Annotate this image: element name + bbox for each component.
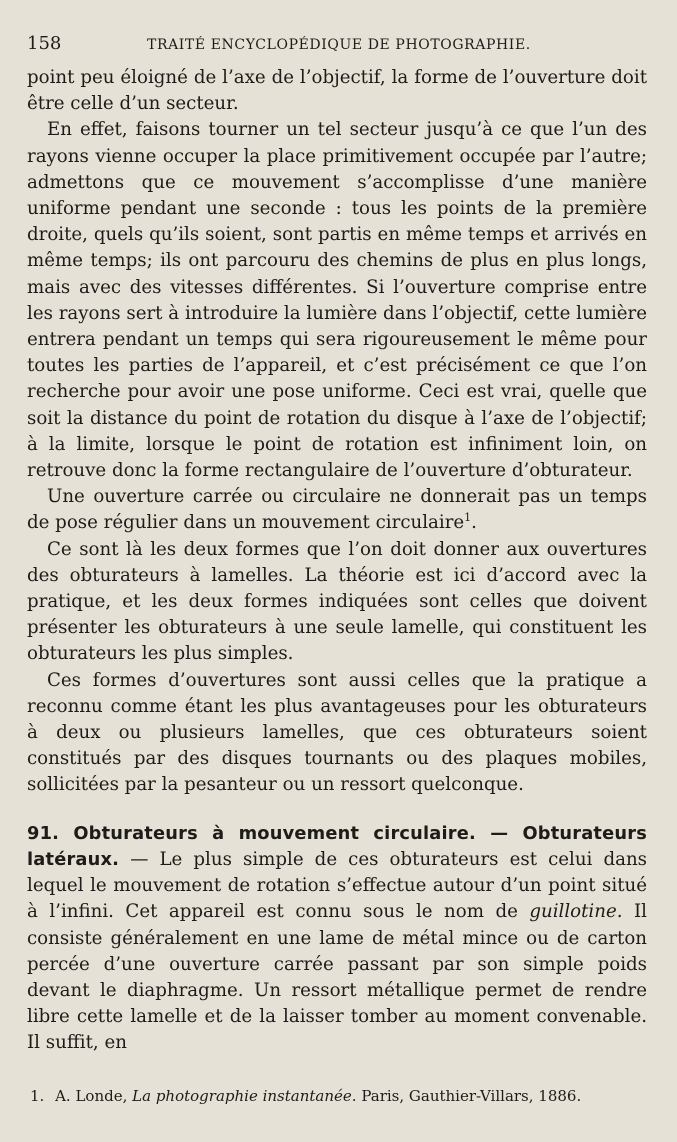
paragraph-two-forms: Ce sont là les deux formes que l’on doit donner aux ouvertures des obturateurs à lamelles. La théorie est ici d’accord avec la pratique, et les deux formes indiquées sont celles que doivent présenter les obturateurs à une seule lamelle, qui constituent les obturateurs les plus simples. bbox=[27, 538, 647, 665]
footnote bbox=[30, 1086, 647, 1106]
section-heading: 91. Obturateurs à mouvement circulaire. — Obturateurs latéraux. bbox=[27, 822, 647, 870]
section-text-start: — Le plus simple de ces obturateurs est celui dans lequel le mouvement de rotation s’effectue autour d’un point situé à l’infini. Cet appareil est connu sous le nom de bbox=[27, 848, 647, 923]
page-number: 158 bbox=[27, 33, 62, 54]
paragraph-opening-forms: Ces formes d’ouvertures sont aussi celles que la pratique a reconnu comme étant les plus avantageuses pour les obturateurs à deux ou plusieurs lamelles, que ces obturateurs soient constitués par des disques tournants ou des plaques mobiles, sollicitées par la pesanteur ou un ressort quelconque. bbox=[27, 669, 647, 796]
paragraph-continuation: point peu éloigné de l’axe de l’objectif, la forme de l’ouverture doit être celle d’un secteur. bbox=[27, 67, 647, 115]
footnote-number: 1. bbox=[30, 1087, 45, 1105]
section-text-end: Il consiste généralement en une lame de métal mince ou de carton percée d’une ouverture carrée passant par son simple poids devant le diaphragme. Un ressort métallique permet de rendre libre cette lamelle et de la laisser tomber au moment convenable. Il suffit, en bbox=[27, 901, 647, 1054]
footnote-publisher: Paris, Gauthier-Villars, 1886. bbox=[361, 1087, 582, 1105]
footnote-author: A. Londe, bbox=[55, 1087, 128, 1105]
paragraph-square-opening: Une ouverture carrée ou circulaire ne donnerait pas un temps de pose régulier dans un mouvement circulaire$^1$. bbox=[27, 486, 647, 534]
running-title: TRAITÉ ENCYCLOPÉDIQUE DE PHOTOGRAPHIE. bbox=[147, 37, 531, 53]
footnote-reference: 1 bbox=[464, 511, 472, 525]
paragraph-sector-rotation: En effet, faisons tourner un tel secteur jusqu’à ce que l’un des rayons vienne occuper la place primitivement occupée par l’autre; admettons que ce mouvement s’accomplisse d’une manière uniforme pendant une seconde : tous les points de la première droite, quels qu’ils soient, sont partis en même temps et arrivés en même temps; ils ont parcouru des chemins de plus en plus longs, mais avec des vitesses différentes. Si l’ouverture comprise entre les rayons sert à introduire la lumière dans l’objectif, cette lumière entrera pendant un temps qui sera rigoureusement le même pour toutes les parties de l’appareil, et c’est précisément ce que l’on recherche pour avoir une pose uniforme. Ceci est vrai, quelle que soit la distance du point de rotation du disque à l’axe de l’objectif; à la limite, lorsque le point de rotation est infiniment loin, on retrouve donc la forme rectangulaire de l’ouverture d’obturateur. bbox=[27, 119, 647, 482]
page-header bbox=[27, 34, 647, 55]
italic-term-guillotine: guillotine. bbox=[529, 901, 623, 923]
section-91 bbox=[27, 821, 647, 1057]
body-text bbox=[27, 65, 647, 1057]
footnote-title: La photographie instantanée. bbox=[132, 1087, 357, 1105]
paragraph-square-opening-text: Une ouverture carrée ou circulaire ne donnerait pas un temps de pose régulier dans un mouvement circulaire bbox=[27, 486, 647, 534]
